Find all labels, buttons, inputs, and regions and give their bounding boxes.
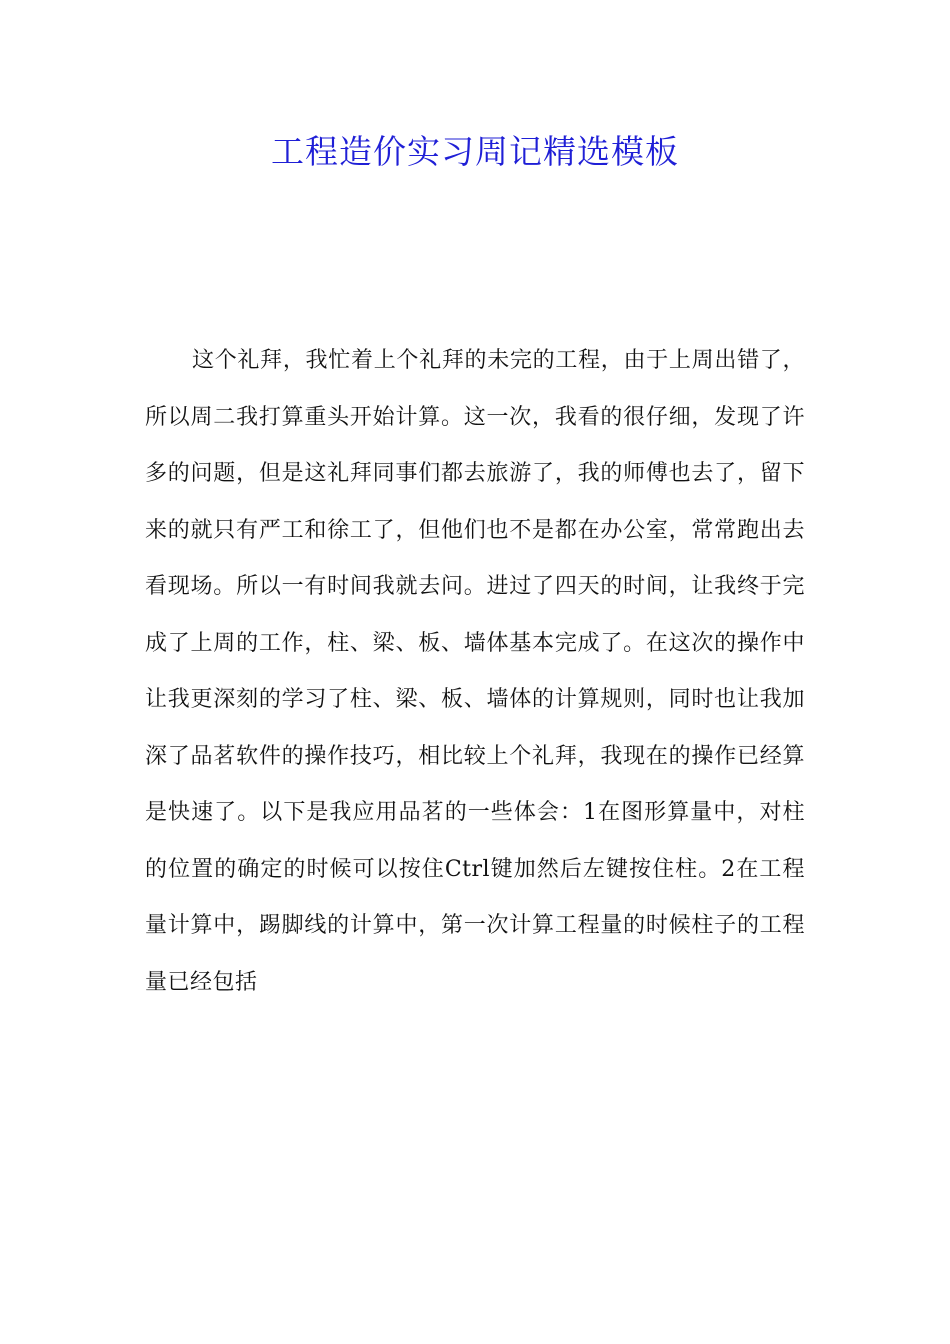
document-title: 工程造价实习周记精选模板 — [271, 132, 679, 171]
body-paragraph: 这个礼拜，我忙着上个礼拜的未完的工程，由于上周出错了，所以周二我打算重头开始计算。这一次，我看的很仔细，发现了许多的问题，但是这礼拜同事们都去旅游了，我的师傅也去了，留下来的就只有严工和徐工了，但他们也不是都在办公室，常常跑出去看现场。所以一有时间我就去问。进过了四天的时间，让我终于完成了上周的工作，柱、梁、板、墙体基本完成了。在这次的操作中让我更深刻的学习了柱、梁、板、墙体的计算规则，同时也让我加深了品茗软件的操作技巧，相比较上个礼拜，我现在的操作已经算是快速了。以下是我应用品茗的一些体会：1在图形算量中，对柱的位置的确定的时候可以按住Ctrl键加然后左键按住柱。2在工程量计算中，踢脚线的计算中，第一次计算工程量的时候柱子的工程量已经包括 — [145, 348, 805, 995]
